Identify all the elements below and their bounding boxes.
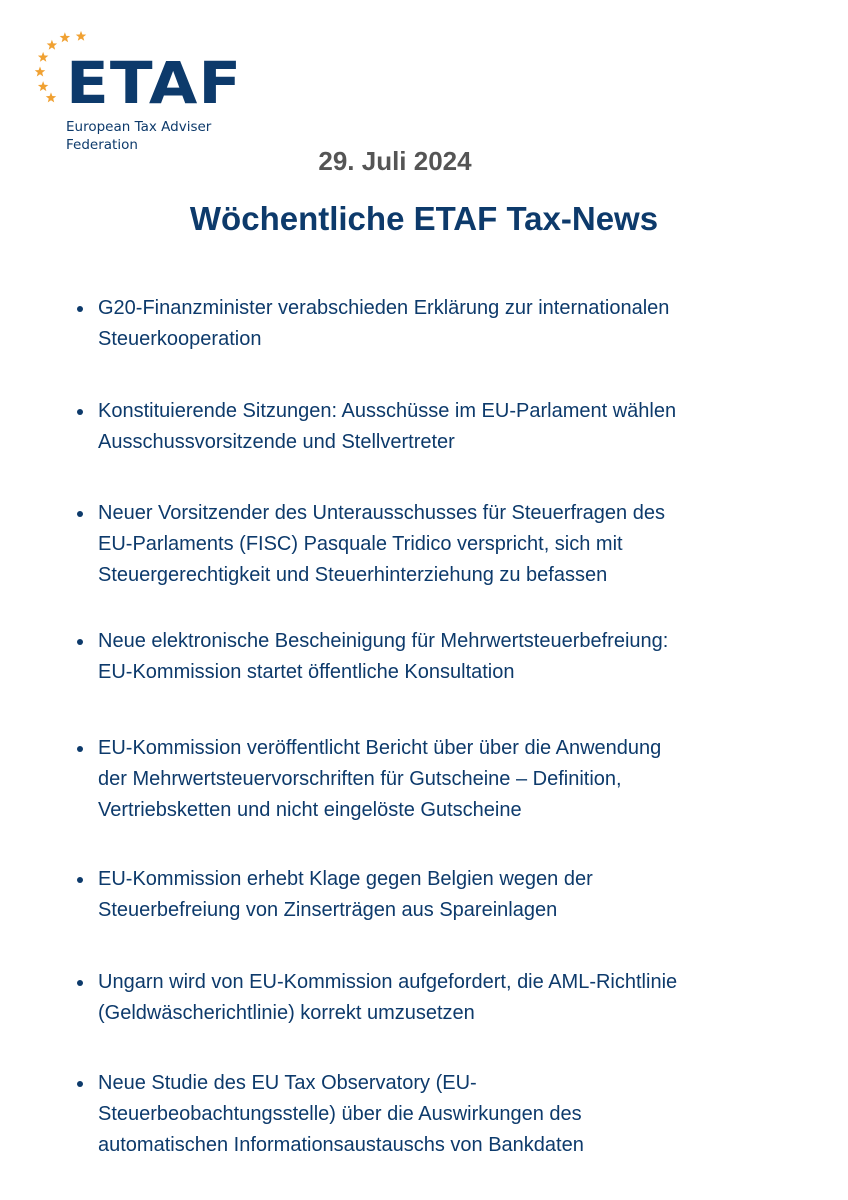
news-item xyxy=(98,967,788,1029)
news-text-line: EU-Kommission veröffentlicht Bericht über über die Anwendung xyxy=(98,737,662,759)
news-item xyxy=(98,396,788,458)
news-text-line: EU-Kommission erhebt Klage gegen Belgien wegen der xyxy=(98,868,593,890)
bullet-icon xyxy=(77,639,83,645)
bullet-icon xyxy=(77,306,83,312)
news-item xyxy=(98,733,788,826)
news-item xyxy=(98,293,788,355)
logo-subtitle-line2: Federation xyxy=(66,137,138,153)
bullet-icon xyxy=(77,877,83,883)
news-text-line: Ungarn wird von EU-Kommission aufgefordert, die AML-Richtlinie xyxy=(98,971,678,993)
news-text-line: Steuerbeobachtungsstelle) über die Auswirkungen des xyxy=(98,1103,582,1125)
logo-subtitle-line1: European Tax Adviser xyxy=(66,119,212,135)
news-text-line: (Geldwäscherichtlinie) korrekt umzusetzen xyxy=(98,1002,475,1024)
news-text-line: Steuerkooperation xyxy=(98,328,262,350)
news-text-line: EU-Parlaments (FISC) Pasquale Tridico verspricht, sich mit xyxy=(98,533,623,555)
newsletter-date: 29. Juli 2024 xyxy=(318,146,472,176)
news-text-line: Ausschussvorsitzende und Stellvertreter xyxy=(98,431,455,453)
bullet-icon xyxy=(77,746,83,752)
news-text-line: EU-Kommission startet öffentliche Konsultation xyxy=(98,661,515,683)
news-text-line: Neue Studie des EU Tax Observatory (EU- xyxy=(98,1072,477,1094)
logo-wordmark: ETAF xyxy=(66,49,243,117)
news-item xyxy=(98,498,788,591)
bullet-icon xyxy=(77,409,83,415)
news-text-line: Steuergerechtigkeit und Steuerhinterziehung zu befassen xyxy=(98,564,608,586)
news-item xyxy=(98,1068,788,1161)
bullet-icon xyxy=(77,980,83,986)
news-text-line: G20-Finanzminister verabschieden Erklärung zur internationalen xyxy=(98,297,670,319)
bullet-icon xyxy=(77,1081,83,1087)
news-text-line: der Mehrwertsteuervorschriften für Gutscheine – Definition, xyxy=(98,768,622,790)
news-item xyxy=(98,864,788,926)
news-text-line: Vertriebsketten und nicht eingelöste Gutscheine xyxy=(98,799,522,821)
news-text-line: Neuer Vorsitzender des Unterausschusses für Steuerfragen des xyxy=(98,502,665,524)
news-text-line: Neue elektronische Bescheinigung für Mehrwertsteuerbefreiung: xyxy=(98,630,669,652)
page-title: Wöchentliche ETAF Tax-News xyxy=(189,200,659,237)
news-text-line: Konstituierende Sitzungen: Ausschüsse im EU-Parlament wählen xyxy=(98,400,677,422)
news-text-line: automatischen Informationsaustauschs von Bankdaten xyxy=(98,1134,584,1156)
news-item xyxy=(98,626,788,688)
bullet-icon xyxy=(77,511,83,517)
news-text-line: Steuerbefreiung von Zinserträgen aus Spareinlagen xyxy=(98,899,558,921)
